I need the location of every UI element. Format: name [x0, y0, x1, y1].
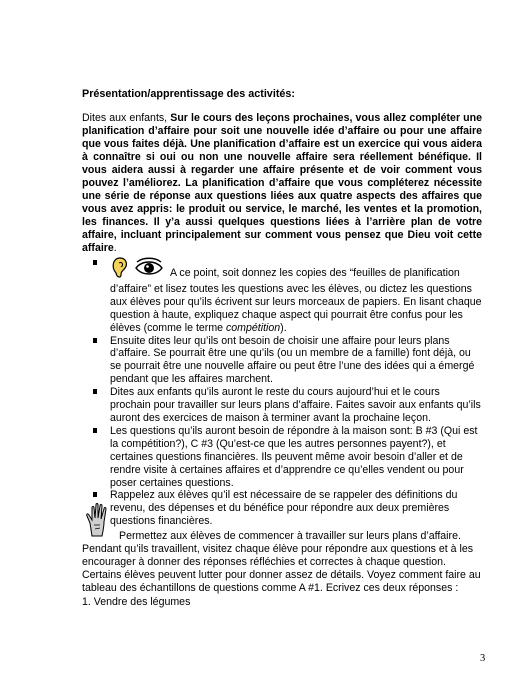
- list-item: A ce point, soit donnez les copies des “feuilles de planification d’affaire” et lisez toutes les questions avec les élèves, ou dictez les questions aux élèves pour qu’ils écrivent sur leurs morceaux de papiers. En lisant chaque question à haute, expliquez chaque aspect qui pourrait être confus pour les élèves (comme le terme compétition).: [93, 257, 483, 335]
- intro-lead: Dites aux enfants,: [82, 112, 171, 124]
- list-item: Dites aux enfants qu’ils auront le reste du cours aujourd’hui et le cours prochain pour travailler sur leurs plans d’affaire. Faites savoir aux enfants qu’ils auront des exercices de maison à terminer avant la prochaine leçon.: [93, 386, 483, 425]
- hand-paragraph: Permettez aux élèves de commencer à travailler sur leurs plans d’affaire. Pendant qu’ils travaillent, visitez chaque élève pour répondre aux questions et à les encourager à donner des réponses réfléchies et correctes à chaque question. Certains élèves peuvent lutter pour donner assez de détails. Voyez comment faire au tableau des échantillons de questions comme A #1. Ecrivez ces deux réponses :: [82, 530, 481, 594]
- intro-bold-text: Sur le cours des leçons prochaines, vous allez compléter une planification d’affaire pour soit une nouvelle idée d’affaire ou pour une affaire que vous faites déjà. Une planification d’affaire est un exercice qui vous aidera à connaître si oui ou non une nouvelle affaire sera réellement bénéfique. Il vous aidera aussi à regarder une affaire présente et de voir comment vous pouvez l’améliorez. La planification d’affaire que vous compléterez nécessite une série de réponse aux questions liées aux quatre aspects des affaires que vous avez appris: le produit ou service, le marché, les ventes et la promotion, les finances. Il y’a aussi quelques questions liées à l’arrière plan de votre affaire, incluant principalement sur comment vous pensez que Dieu voit cette affaire: [82, 112, 483, 254]
- ear-icon: [113, 258, 126, 277]
- numbered-item-1: 1. Vendre des légumes: [82, 596, 191, 608]
- page-number: 3: [480, 653, 486, 664]
- intro-paragraph: [82, 112, 482, 255]
- list-item: Ensuite dites leur qu’ils ont besoin de choisir une affaire pour leurs plans d’affaire. Se pourrait être une qu’ils (ou un membre de a famille) font déjà, ou se pourrait être une nouvelle affaire ou peut être l’une des idées qui a émergé pendant que les affaires marchent.: [93, 335, 483, 387]
- bullet-marker: [93, 428, 97, 433]
- bullet-marker: [93, 492, 97, 497]
- list-item: Rappelez aux élèves qu’il est nécessaire de se rappeler des définitions du revenu, des dépenses et du bénéfice pour répondre aux deux premières questions financières.: [93, 489, 483, 528]
- eye-icon: [136, 258, 162, 274]
- ear-eye-icons: [110, 257, 168, 283]
- bullet-marker: [93, 338, 97, 343]
- instruction-list: [93, 257, 483, 528]
- list-item: Les questions qu’ils auront besoin de répondre à la maison sont: B #3 (Qui est la compétition?), C #3 (Qu’est-ce que les autres personnes payent?), et certaines questions financières. Ils peuvent même avoir besoin d’aller et de rendre visite à certaines affaires et d’apprendre ce qu’elles vendent ou pour poser certaines questions.: [93, 425, 483, 490]
- section-heading: Présentation/apprentissage des activités:: [82, 88, 296, 100]
- intro-end: .: [113, 242, 117, 254]
- bullet-marker: [93, 260, 97, 265]
- bullet-marker: [93, 389, 97, 394]
